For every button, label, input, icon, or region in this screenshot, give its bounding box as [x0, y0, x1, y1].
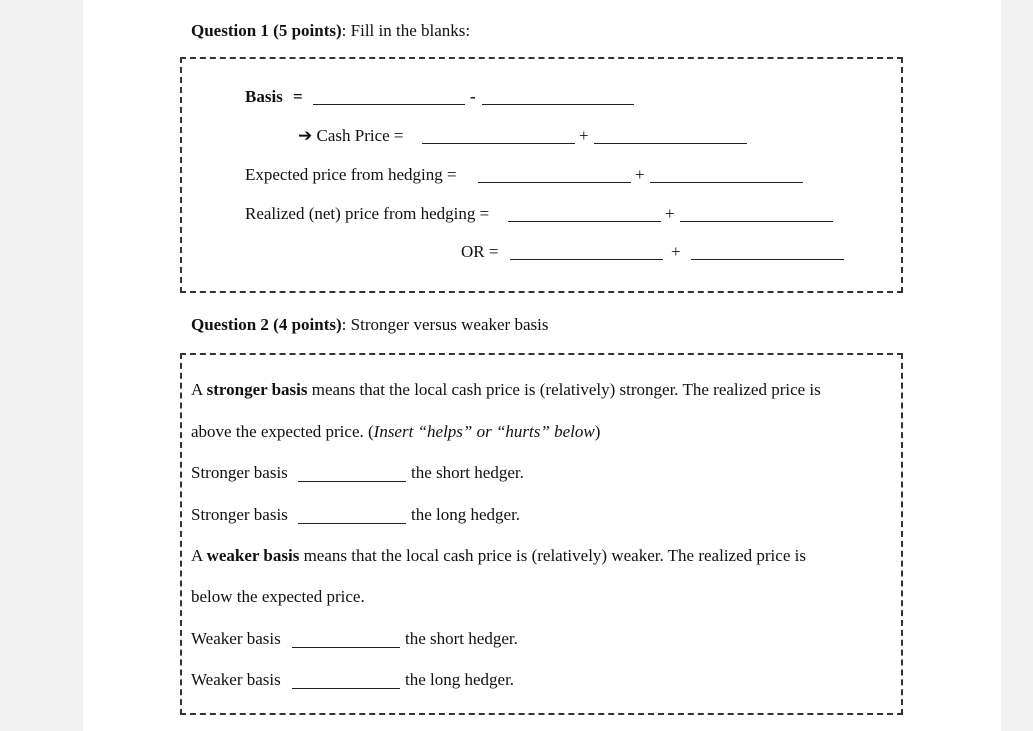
stronger-short-label: Stronger basis [191, 463, 288, 482]
weaker-long-text: the long hedger. [405, 670, 515, 689]
question1-heading-bold: Question 1 (5 points) [191, 21, 342, 40]
stronger-basis-line2: above the expected price. (Insert “helps” or “hurts” below) [191, 422, 601, 441]
weaker-short-label: Weaker basis [191, 629, 281, 648]
basis-label: Basis [245, 87, 283, 106]
stronger-basis-line1: A stronger basis means that the local cash price is (relatively) stronger. The realized price is [191, 380, 821, 399]
cash-price-row [298, 126, 404, 146]
stronger-short-text: the short hedger. [411, 463, 524, 482]
expected-price-blank-1[interactable] [478, 182, 631, 183]
realized-price-label: Realized (net) price from hedging = [245, 204, 490, 223]
expected-price-plus: + [635, 165, 645, 184]
weaker-short-text: the short hedger. [405, 629, 518, 648]
weaker-basis-term: weaker basis [206, 546, 300, 565]
weaker-basis-line1: A weaker basis means that the local cash price is (relatively) weaker. The realized price is [191, 546, 806, 565]
stronger-long-blank[interactable] [298, 523, 406, 524]
cash-price-blank-1[interactable] [422, 143, 575, 144]
question1-heading [191, 21, 470, 41]
stronger-short-blank[interactable] [298, 481, 406, 482]
expected-price-blank-2[interactable] [650, 182, 803, 183]
cash-price-blank-2[interactable] [594, 143, 747, 144]
cash-price-label: Cash Price = [316, 126, 404, 145]
weaker-long-label: Weaker basis [191, 670, 281, 689]
realized-price-blank-2[interactable] [680, 221, 833, 222]
basis-blank-1[interactable] [313, 104, 465, 105]
basis-minus: - [470, 87, 476, 106]
question2-heading [191, 315, 548, 335]
stronger-basis-term: stronger basis [206, 380, 308, 399]
or-label: OR = [461, 242, 499, 261]
realized-price-plus: + [665, 204, 675, 223]
arrow-icon: ➔ [298, 126, 313, 145]
stronger-long-label: Stronger basis [191, 505, 288, 524]
document-page [83, 0, 1001, 731]
question1-heading-rest: : Fill in the blanks: [341, 21, 471, 40]
basis-blank-2[interactable] [482, 104, 634, 105]
weaker-long-blank[interactable] [292, 688, 400, 689]
basis-equals: = [293, 87, 303, 106]
question2-box [180, 353, 903, 715]
or-blank-2[interactable] [691, 259, 844, 260]
realized-price-blank-1[interactable] [508, 221, 661, 222]
question2-heading-bold: Question 2 (4 points) [191, 315, 342, 334]
stronger-basis-instruction: Insert “helps” or “hurts” below [373, 422, 595, 441]
or-blank-1[interactable] [510, 259, 663, 260]
or-plus: + [671, 242, 681, 261]
weaker-short-blank[interactable] [292, 647, 400, 648]
expected-price-label: Expected price from hedging = [245, 165, 457, 184]
stronger-long-text: the long hedger. [411, 505, 521, 524]
weaker-basis-line2: below the expected price. [191, 587, 365, 606]
question2-heading-rest: : Stronger versus weaker basis [341, 315, 549, 334]
cash-price-plus: + [579, 126, 589, 145]
